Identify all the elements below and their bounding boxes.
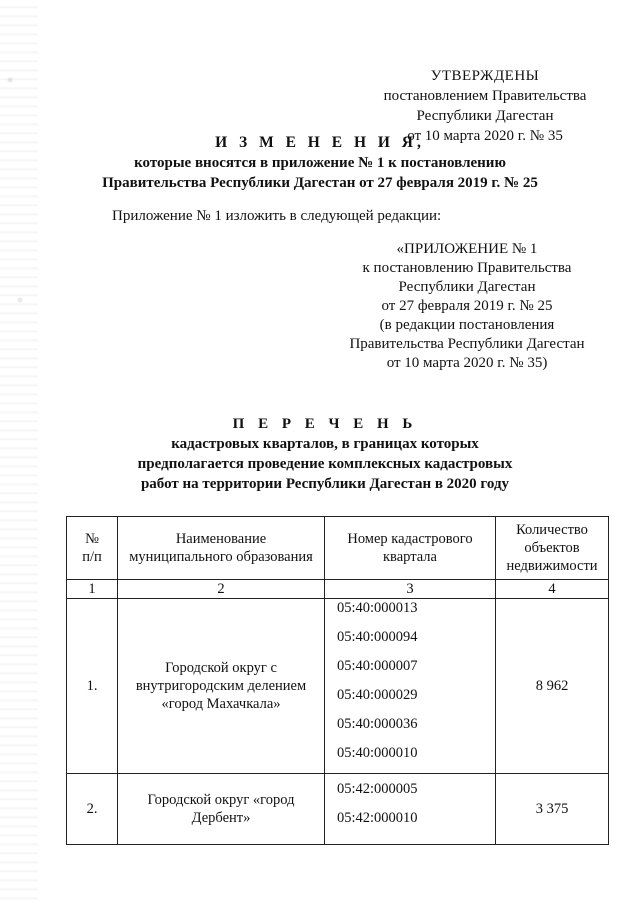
row-number: 1. bbox=[67, 599, 118, 774]
changes-title bbox=[60, 133, 580, 193]
municipality-line1: Городской округ с bbox=[165, 660, 277, 676]
municipality-cell bbox=[118, 599, 325, 774]
table-header-row bbox=[67, 517, 609, 580]
header-municipality bbox=[118, 517, 325, 580]
list-line2: кадастровых кварталов, в границах которых bbox=[171, 436, 479, 452]
appendix-line3: Республики Дагестан bbox=[398, 279, 536, 295]
quarter-number: 05:40:000036 bbox=[337, 716, 418, 732]
appendix-line2: к постановлению Правительства bbox=[362, 260, 572, 276]
scan-noise-edge bbox=[0, 0, 38, 905]
appendix-line4: от 27 февраля 2019 г. № 25 bbox=[381, 298, 553, 314]
header-quarter-line2: квартала bbox=[383, 549, 437, 565]
header-municipality-line1: Наименование bbox=[175, 531, 267, 547]
header-count-line2: объектов bbox=[524, 540, 580, 556]
header-number bbox=[67, 517, 118, 580]
changes-heading: И З М Е Н Е Н И Я, bbox=[215, 134, 425, 151]
municipality-line2: внутригородским делением bbox=[135, 678, 307, 694]
appendix-line6: Правительства Республики Дагестан bbox=[349, 336, 585, 352]
municipality-line1: Городской округ «город bbox=[147, 792, 295, 808]
appendix-line7: от 10 марта 2020 г. № 35) bbox=[386, 355, 548, 371]
municipality-line3: «город Махачкала» bbox=[161, 696, 281, 712]
appendix-block bbox=[342, 240, 592, 373]
cadastre-table bbox=[66, 516, 609, 845]
quarter-number: 05:40:000013 bbox=[337, 600, 418, 616]
header-count bbox=[496, 517, 609, 580]
table-row bbox=[67, 599, 609, 774]
list-title bbox=[90, 414, 560, 494]
column-number: 3 bbox=[325, 580, 496, 599]
quarter-number: 05:40:000007 bbox=[337, 658, 418, 674]
header-count-line3: недвижимости bbox=[506, 558, 598, 574]
header-count-line1: Количество bbox=[516, 522, 588, 538]
column-number: 1 bbox=[67, 580, 118, 599]
municipality-line2: Дербент» bbox=[191, 810, 251, 826]
intro-paragraph: Приложение № 1 изложить в следующей редакции: bbox=[112, 208, 442, 224]
column-number-row bbox=[67, 580, 609, 599]
approved-line4: от 10 марта 2020 г. № 35 bbox=[407, 128, 563, 144]
column-number: 2 bbox=[118, 580, 325, 599]
objects-count: 3 375 bbox=[496, 774, 609, 845]
approved-line3: Республики Дагестан bbox=[416, 108, 554, 124]
changes-line2: которые вносятся в приложение № 1 к постановлению bbox=[134, 155, 506, 171]
header-number-line1: № bbox=[85, 531, 99, 547]
table-row bbox=[67, 774, 609, 845]
objects-count: 8 962 bbox=[496, 599, 609, 774]
quarter-number: 05:40:000094 bbox=[337, 629, 418, 645]
quarter-number: 05:42:000005 bbox=[337, 781, 418, 797]
header-number-line2: п/п bbox=[82, 549, 102, 565]
appendix-line1: «ПРИЛОЖЕНИЕ № 1 bbox=[396, 241, 538, 257]
changes-line3: Правительства Республики Дагестан от 27 февраля 2019 г. № 25 bbox=[102, 175, 538, 191]
quarter-number: 05:40:000029 bbox=[337, 687, 418, 703]
appendix-line5: (в редакции постановления bbox=[379, 317, 555, 333]
quarters-cell bbox=[325, 599, 496, 774]
header-municipality-line2: муниципального образования bbox=[129, 549, 313, 565]
approved-line2: постановлением Правительства bbox=[383, 88, 587, 104]
quarter-number: 05:42:000010 bbox=[337, 810, 418, 826]
list-heading: П Е Р Е Ч Е Н Ь bbox=[232, 416, 418, 432]
quarter-number: 05:40:000010 bbox=[337, 745, 418, 761]
header-quarter bbox=[325, 517, 496, 580]
list-line3: предполагается проведение комплексных кадастровых bbox=[137, 456, 513, 472]
row-number: 2. bbox=[67, 774, 118, 845]
column-number: 4 bbox=[496, 580, 609, 599]
header-quarter-line1: Номер кадастрового bbox=[347, 531, 473, 547]
approved-heading: УТВЕРЖДЕНЫ bbox=[430, 68, 540, 84]
list-line4: работ на территории Республики Дагестан в 2020 году bbox=[140, 476, 510, 492]
municipality-cell bbox=[118, 774, 325, 845]
quarters-cell bbox=[325, 774, 496, 845]
